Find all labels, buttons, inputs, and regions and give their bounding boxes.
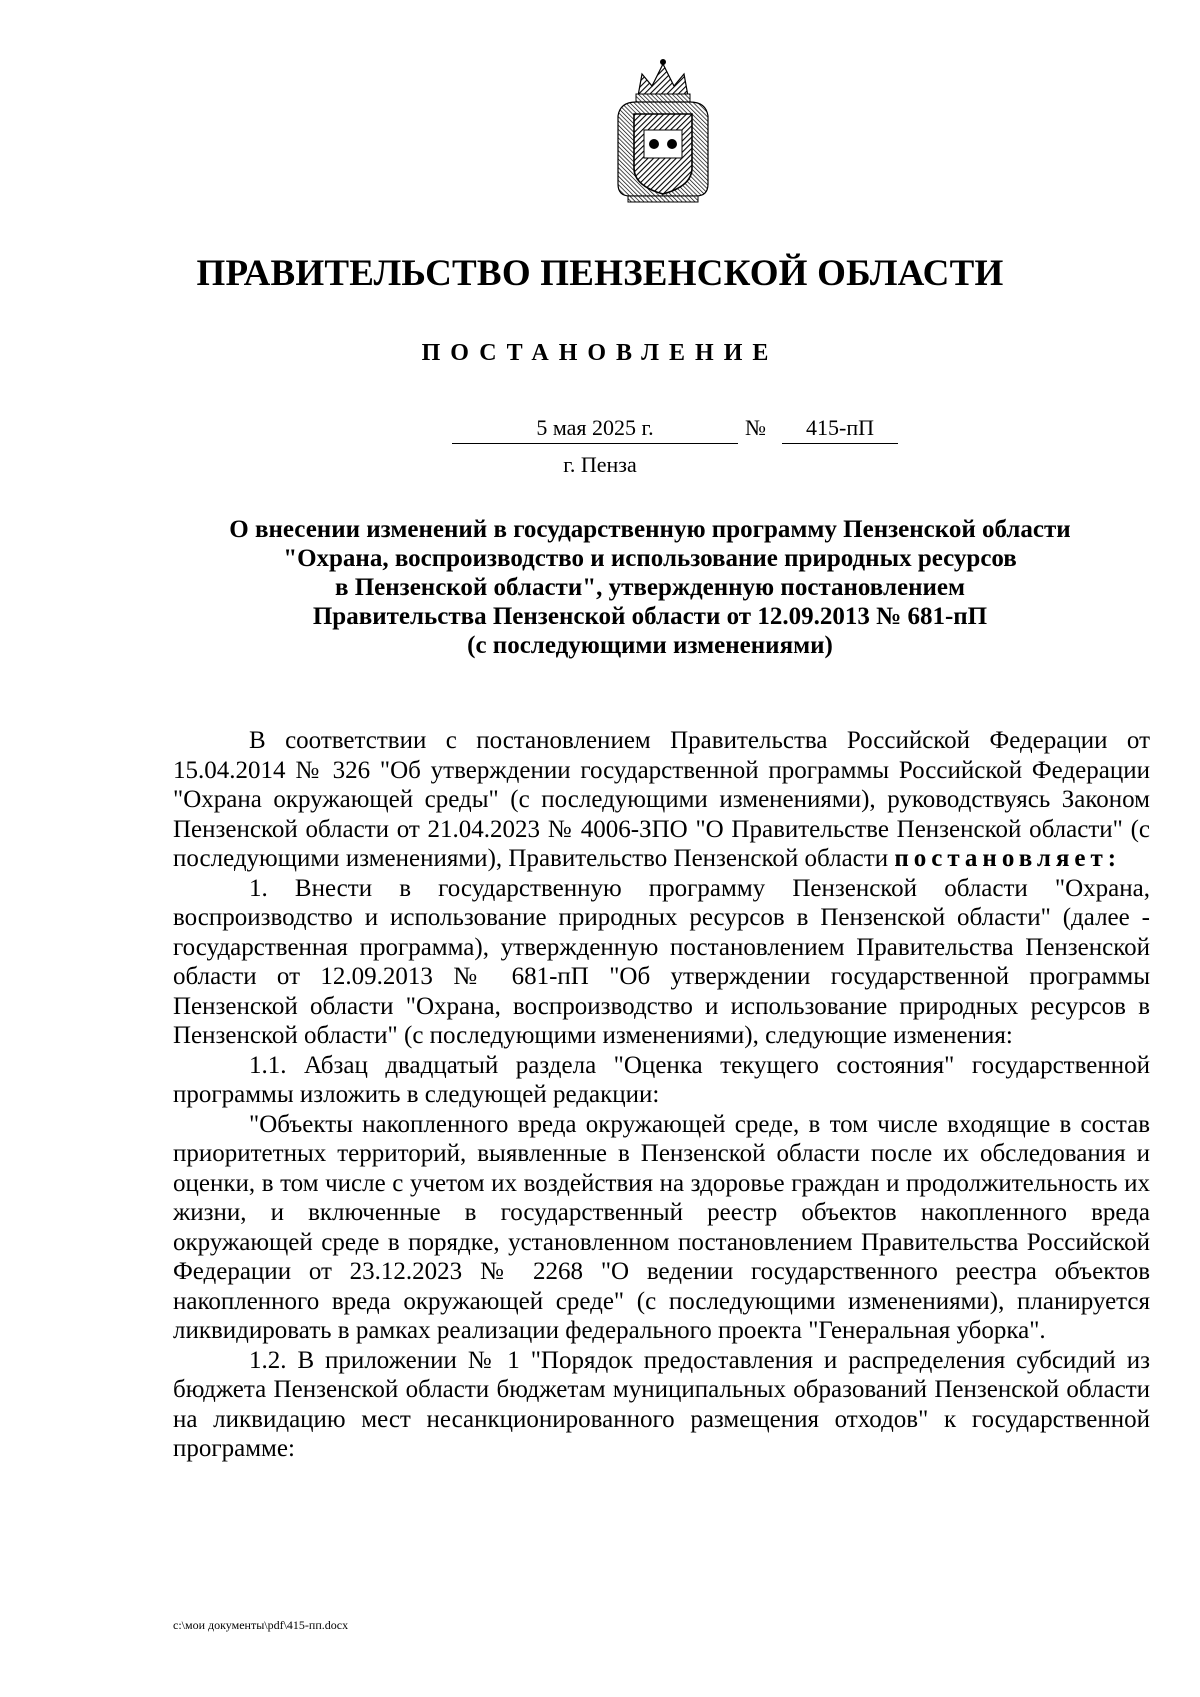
coat-of-arms-icon xyxy=(608,56,718,206)
document-number: 415-пП xyxy=(782,415,898,444)
paragraph-item-1-2: 1.2. В приложении № 1 "Порядок предоставления и распределения субсидий из бюджета Пензенской области бюджетам муниципальных образований Пензенской области на ликвидацию мест несанкционированного размещения отходов" к государственной программе: xyxy=(173,1346,1150,1462)
document-date: 5 мая 2025 г. xyxy=(452,415,738,444)
paragraph-quote: "Объекты накопленного вреда окружающей среде, в том числе входящие в состав приоритетных территорий, выявленные в Пензенской области после их обследования и оценки, в том числе с учетом их воздействия на здоровье граждан и продолжительность их жизни, и включенные в государственный реестр объектов накопленного вреда окружающей среде в порядке, установленном постановлением Правительства Российской Федерации от 23.12.2023 № 2268 "О ведении государственного реестра объектов накопленного вреда окружающей среде" (с последующими изменениями), планируется ликвидировать в рамках реализации федерального проекта "Генеральная уборка". xyxy=(173,1110,1150,1344)
file-path-footer: c:\мои документы\pdf\415-пп.docx xyxy=(173,1618,349,1632)
paragraph-item-1: 1. Внести в государственную программу Пензенской области "Охрана, воспроизводство и использование природных ресурсов в Пензенской области" (далее - государственная программа), утвержденную постановлением Правительства Пензенской области от 12.09.2013 № 681-пП "Об утверждении государственной программы Пензенской области "Охрана, воспроизводство и использование природных ресурсов в Пензенской области" (с последующими изменениями), следующие изменения: xyxy=(173,874,1150,1049)
city: г. Пенза xyxy=(563,452,637,477)
resolves-keyword: постановляет: xyxy=(894,845,1122,872)
heading-line: (с последующими изменениями) xyxy=(467,632,833,659)
preamble-text: В соответствии с постановлением Правительства Российской Федерации от 15.04.2014 № 326 "Об утверждении государственной программы Российской Федерации "Охрана окружающей среды" (с последующими изменениями), руководствуясь Законом Пензенской области от 21.04.2023 № 4006-ЗПО "О Правительстве Пензенской области" (с последующими изменениями), Правительство Пензенской области xyxy=(173,727,1150,872)
paragraph-item-1-1: 1.1. Абзац двадцатый раздела "Оценка текущего состояния" государственной программы изложить в следующей редакции: xyxy=(173,1051,1150,1108)
document-heading xyxy=(140,515,1160,660)
heading-line: О внесении изменений в государственную программу Пензенской области xyxy=(229,516,1071,543)
number-sign: № xyxy=(745,415,766,440)
document-body xyxy=(173,726,1150,1464)
heading-line: "Охрана, воспроизводство и использование природных ресурсов xyxy=(283,545,1017,572)
heading-line: в Пензенской области", утвержденную постановлением xyxy=(334,574,966,601)
document-type: ПОСТАНОВЛЕНИЕ xyxy=(421,340,779,366)
organization-title: ПРАВИТЕЛЬСТВО ПЕНЗЕНСКОЙ ОБЛАСТИ xyxy=(196,253,1004,294)
heading-line: Правительства Пензенской области от 12.09.2013 № 681-пП xyxy=(312,603,988,630)
paragraph-preamble xyxy=(173,726,1150,874)
